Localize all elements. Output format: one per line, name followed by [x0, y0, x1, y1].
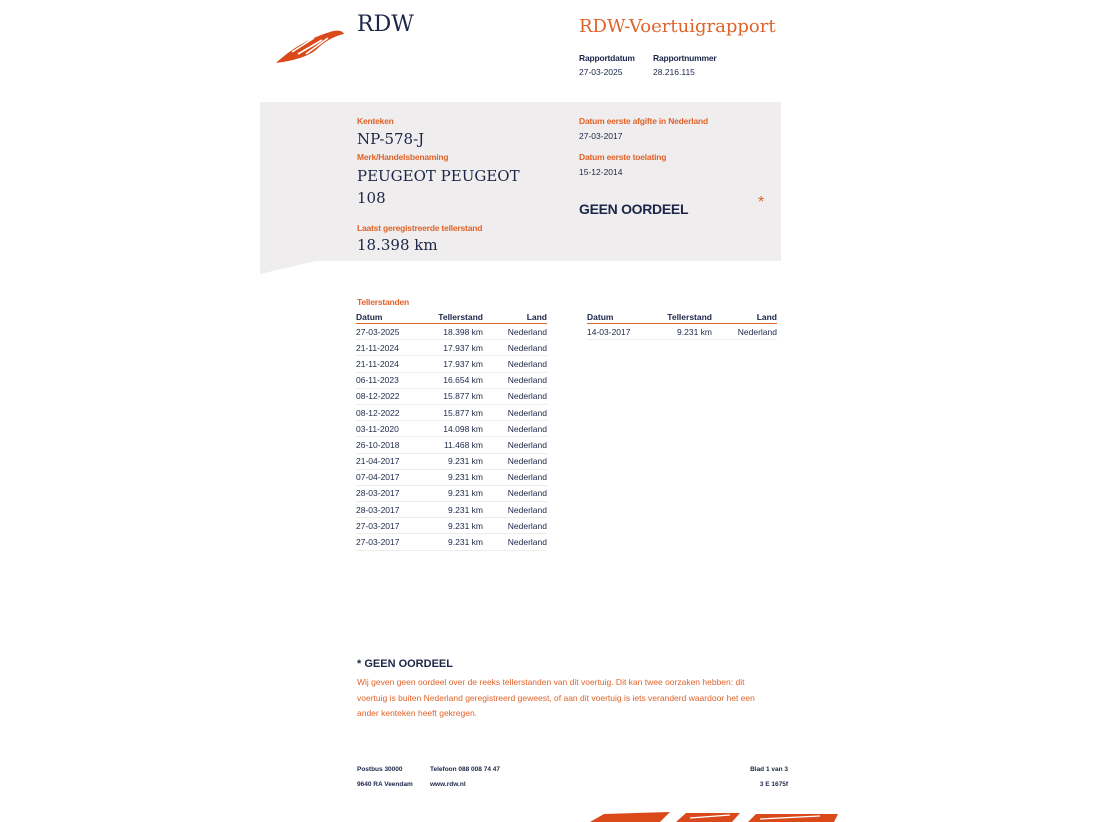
cell-land: Nederland [483, 453, 547, 469]
cell-datum: 26-10-2018 [356, 437, 426, 453]
cell-datum: 27-03-2017 [356, 518, 426, 534]
cell-tellerstand: 11.468 km [426, 437, 483, 453]
cell-land: Nederland [483, 437, 547, 453]
table-row [356, 340, 547, 356]
note-title: GEEN OORDEEL [364, 658, 453, 670]
table-row [356, 324, 547, 340]
merk-value-line2: 108 [357, 189, 386, 207]
note-text-line: ander kenteken heeft gekregen. [357, 708, 478, 718]
kenteken-value: NP-578-J [357, 130, 425, 148]
table-row [356, 502, 547, 518]
cell-datum: 27-03-2017 [356, 534, 426, 550]
cell-datum: 08-12-2022 [356, 404, 426, 420]
afgifte-label: Datum eerste afgifte in Nederland [579, 116, 708, 126]
note-heading [357, 658, 453, 670]
cell-tellerstand: 18.398 km [426, 324, 483, 340]
tellerstanden-table-right [587, 312, 777, 340]
table-row [356, 453, 547, 469]
rapportnummer-value: 28.216.115 [653, 67, 695, 77]
footer-stripes-decoration [590, 810, 840, 822]
cell-tellerstand: 9.231 km [426, 534, 483, 550]
cell-tellerstand: 17.937 km [426, 356, 483, 372]
rdw-logo-icon [274, 26, 346, 66]
cell-tellerstand: 14.098 km [426, 421, 483, 437]
rapportnummer-label: Rapportnummer [653, 53, 717, 63]
cell-land: Nederland [483, 502, 547, 518]
cell-datum: 21-04-2017 [356, 453, 426, 469]
teller-label: Laatst geregistreerde tellerstand [357, 223, 483, 233]
cell-datum: 03-11-2020 [356, 421, 426, 437]
afgifte-value: 27-03-2017 [579, 131, 623, 141]
cell-land: Nederland [483, 324, 547, 340]
footer-telefoon: Telefoon 088 008 74 47 [430, 766, 500, 773]
cell-tellerstand: 9.231 km [657, 324, 712, 340]
note-text-line: Wij geven geen oordeel over de reeks tellerstanden van dit voertuig. Dit kan twee oorzaken hebben: dit [357, 677, 745, 687]
cell-datum: 21-11-2024 [356, 340, 426, 356]
oordeel-value: GEEN OORDEEL [579, 201, 689, 217]
cell-datum: 06-11-2023 [356, 372, 426, 388]
footer-website[interactable]: www.rdw.nl [430, 781, 466, 788]
cell-land: Nederland [712, 324, 777, 340]
cell-land: Nederland [483, 469, 547, 485]
col-header-land: Land [712, 312, 777, 324]
cell-datum: 08-12-2022 [356, 388, 426, 404]
toelating-label: Datum eerste toelating [579, 152, 667, 162]
note-star: * [357, 658, 362, 670]
footer-postbus: Postbus 30000 [357, 766, 403, 773]
toelating-value: 15-12-2014 [579, 167, 623, 177]
cell-datum: 28-03-2017 [356, 485, 426, 501]
cell-tellerstand: 9.231 km [426, 502, 483, 518]
tellerstanden-table-left [356, 312, 547, 551]
cell-tellerstand: 9.231 km [426, 518, 483, 534]
col-header-datum: Datum [587, 312, 657, 324]
cell-land: Nederland [483, 340, 547, 356]
report-title: RDW-Voertuigrapport [579, 16, 776, 37]
table-row [356, 534, 547, 550]
col-header-land: Land [483, 312, 547, 324]
rapportdatum-label: Rapportdatum [579, 53, 635, 63]
cell-tellerstand: 15.877 km [426, 388, 483, 404]
cell-tellerstand: 17.937 km [426, 340, 483, 356]
teller-value: 18.398 km [357, 236, 438, 254]
tellerstanden-title: Tellerstanden [357, 297, 410, 307]
cell-datum: 27-03-2025 [356, 324, 426, 340]
cell-datum: 21-11-2024 [356, 356, 426, 372]
cell-land: Nederland [483, 372, 547, 388]
cell-land: Nederland [483, 388, 547, 404]
note-text-line: voertuig is buiten Nederland geregistreerd geweest, of aan dit voertuig is iets veranderd waardoor het een [357, 692, 755, 703]
table-row [356, 437, 547, 453]
cell-datum: 07-04-2017 [356, 469, 426, 485]
cell-land: Nederland [483, 518, 547, 534]
oordeel-asterisk: * [758, 194, 765, 211]
cell-land: Nederland [483, 356, 547, 372]
cell-tellerstand: 9.231 km [426, 469, 483, 485]
table-row [356, 388, 547, 404]
table-row [356, 372, 547, 388]
cell-land: Nederland [483, 404, 547, 420]
table-row [587, 324, 777, 340]
cell-land: Nederland [483, 534, 547, 550]
cell-tellerstand: 15.877 km [426, 404, 483, 420]
kenteken-label: Kenteken [357, 116, 394, 126]
cell-datum: 28-03-2017 [356, 502, 426, 518]
table-row [356, 356, 547, 372]
table-row [356, 518, 547, 534]
footer-blad: Blad 1 van 3 [750, 766, 788, 773]
cell-tellerstand: 9.231 km [426, 485, 483, 501]
cell-land: Nederland [483, 421, 547, 437]
cell-datum: 14-03-2017 [587, 324, 657, 340]
cell-land: Nederland [483, 485, 547, 501]
table-row [356, 469, 547, 485]
note-text [357, 675, 755, 722]
merk-value-line1: PEUGEOT PEUGEOT [357, 167, 520, 185]
table-row [356, 485, 547, 501]
col-header-tellerstand: Tellerstand [426, 312, 483, 324]
org-name: RDW [357, 12, 414, 37]
cell-tellerstand: 9.231 km [426, 453, 483, 469]
footer-code: 3 E 1675f [759, 781, 788, 788]
table-row [356, 421, 547, 437]
merk-label: Merk/Handelsbenaming [357, 152, 449, 162]
panel-tab [260, 261, 316, 274]
cell-tellerstand: 16.654 km [426, 372, 483, 388]
col-header-datum: Datum [356, 312, 426, 324]
table-row [356, 404, 547, 420]
footer-plaats: 9640 RA Veendam [357, 781, 413, 788]
rapportdatum-value: 27-03-2025 [579, 67, 623, 77]
col-header-tellerstand: Tellerstand [657, 312, 712, 324]
